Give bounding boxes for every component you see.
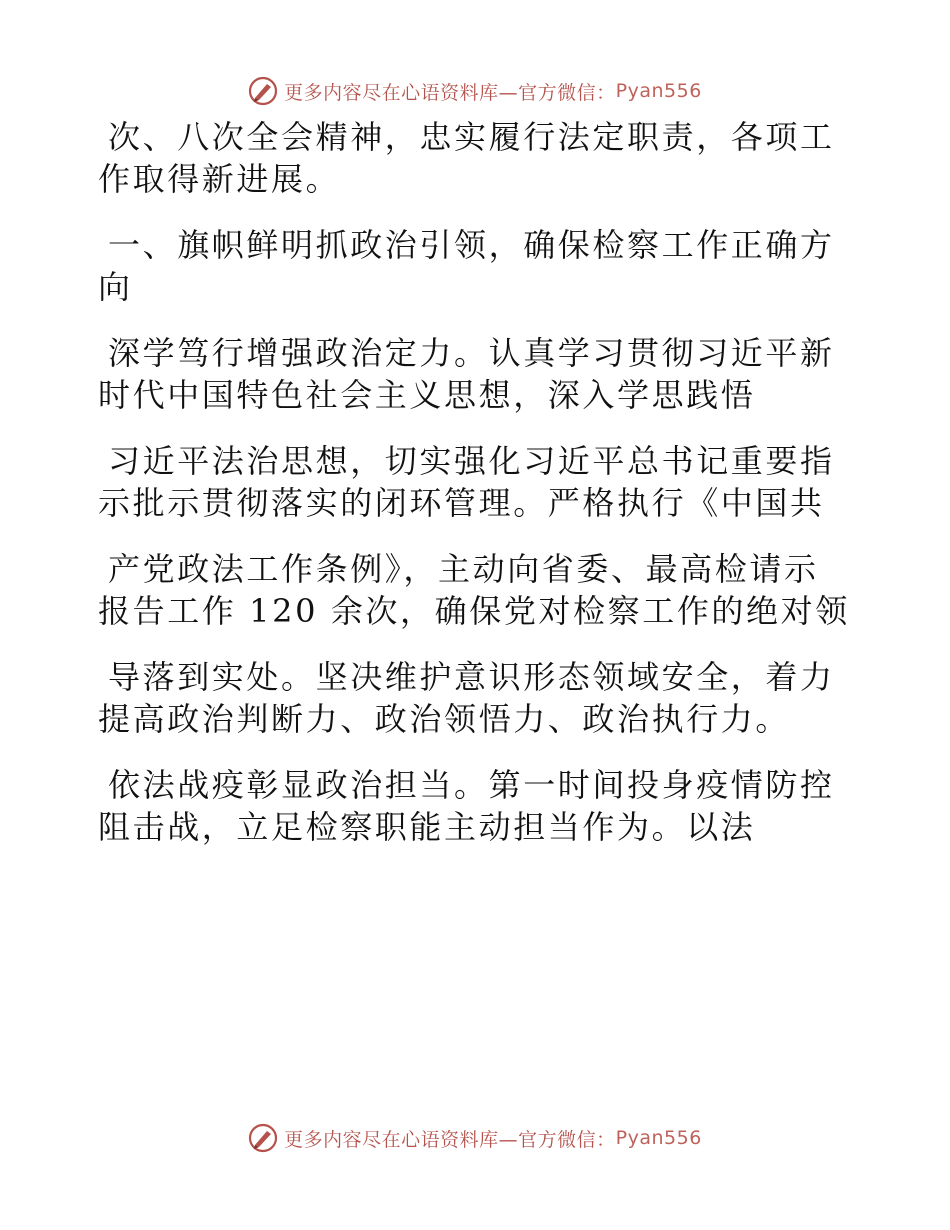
pen-logo-icon [248, 1123, 278, 1153]
pen-logo-icon [248, 76, 278, 106]
text-line: 次、八次全会精神，忠实履行法定职责，各项工 [108, 118, 835, 156]
text-line: 时代中国特色社会主义思想，深入学思践悟 [98, 376, 756, 414]
text-line: 一、旗帜鲜明抓政治引领，确保检察工作正确方 [108, 226, 835, 264]
text-line: 阻击战，立足检察职能主动担当作为。以法 [98, 808, 756, 846]
paragraph [98, 332, 838, 416]
paragraph [98, 764, 838, 848]
header-watermark [0, 76, 950, 106]
text-line: 深学笃行增强政治定力。认真学习贯彻习近平新 [108, 334, 835, 372]
text-line: 产党政法工作条例》，主动向省委、最高检请示 [108, 550, 819, 588]
paragraph [98, 656, 838, 740]
section-heading [98, 224, 838, 308]
text-line: 提高政治判断力、政治领悟力、政治执行力。 [98, 700, 791, 738]
paragraph [98, 548, 850, 632]
text-line: 依法战疫彰显政治担当。第一时间投身疫情防控 [108, 766, 835, 804]
watermark-handle: Pyan556 [615, 80, 702, 102]
paragraph [98, 440, 838, 524]
text-line: 习近平法治思想，切实强化习近平总书记重要指 [108, 442, 835, 480]
footer-watermark [0, 1123, 950, 1153]
text-line: 作取得新进展。 [98, 160, 341, 198]
watermark-text: 更多内容尽在心语资料库—官方微信： [284, 81, 616, 104]
paragraph [98, 116, 838, 200]
text-line: 报告工作 120 余次，确保党对检察工作的绝对领 [98, 592, 850, 630]
text-line: 示批示贯彻落实的闭环管理。严格执行《中国共 [98, 484, 825, 522]
text-line: 向 [98, 268, 133, 306]
text-line: 导落到实处。坚决维护意识形态领域安全，着力 [108, 658, 835, 696]
document-body [98, 116, 850, 848]
watermark-handle: Pyan556 [615, 1127, 702, 1149]
watermark-text: 更多内容尽在心语资料库—官方微信： [284, 1128, 616, 1151]
